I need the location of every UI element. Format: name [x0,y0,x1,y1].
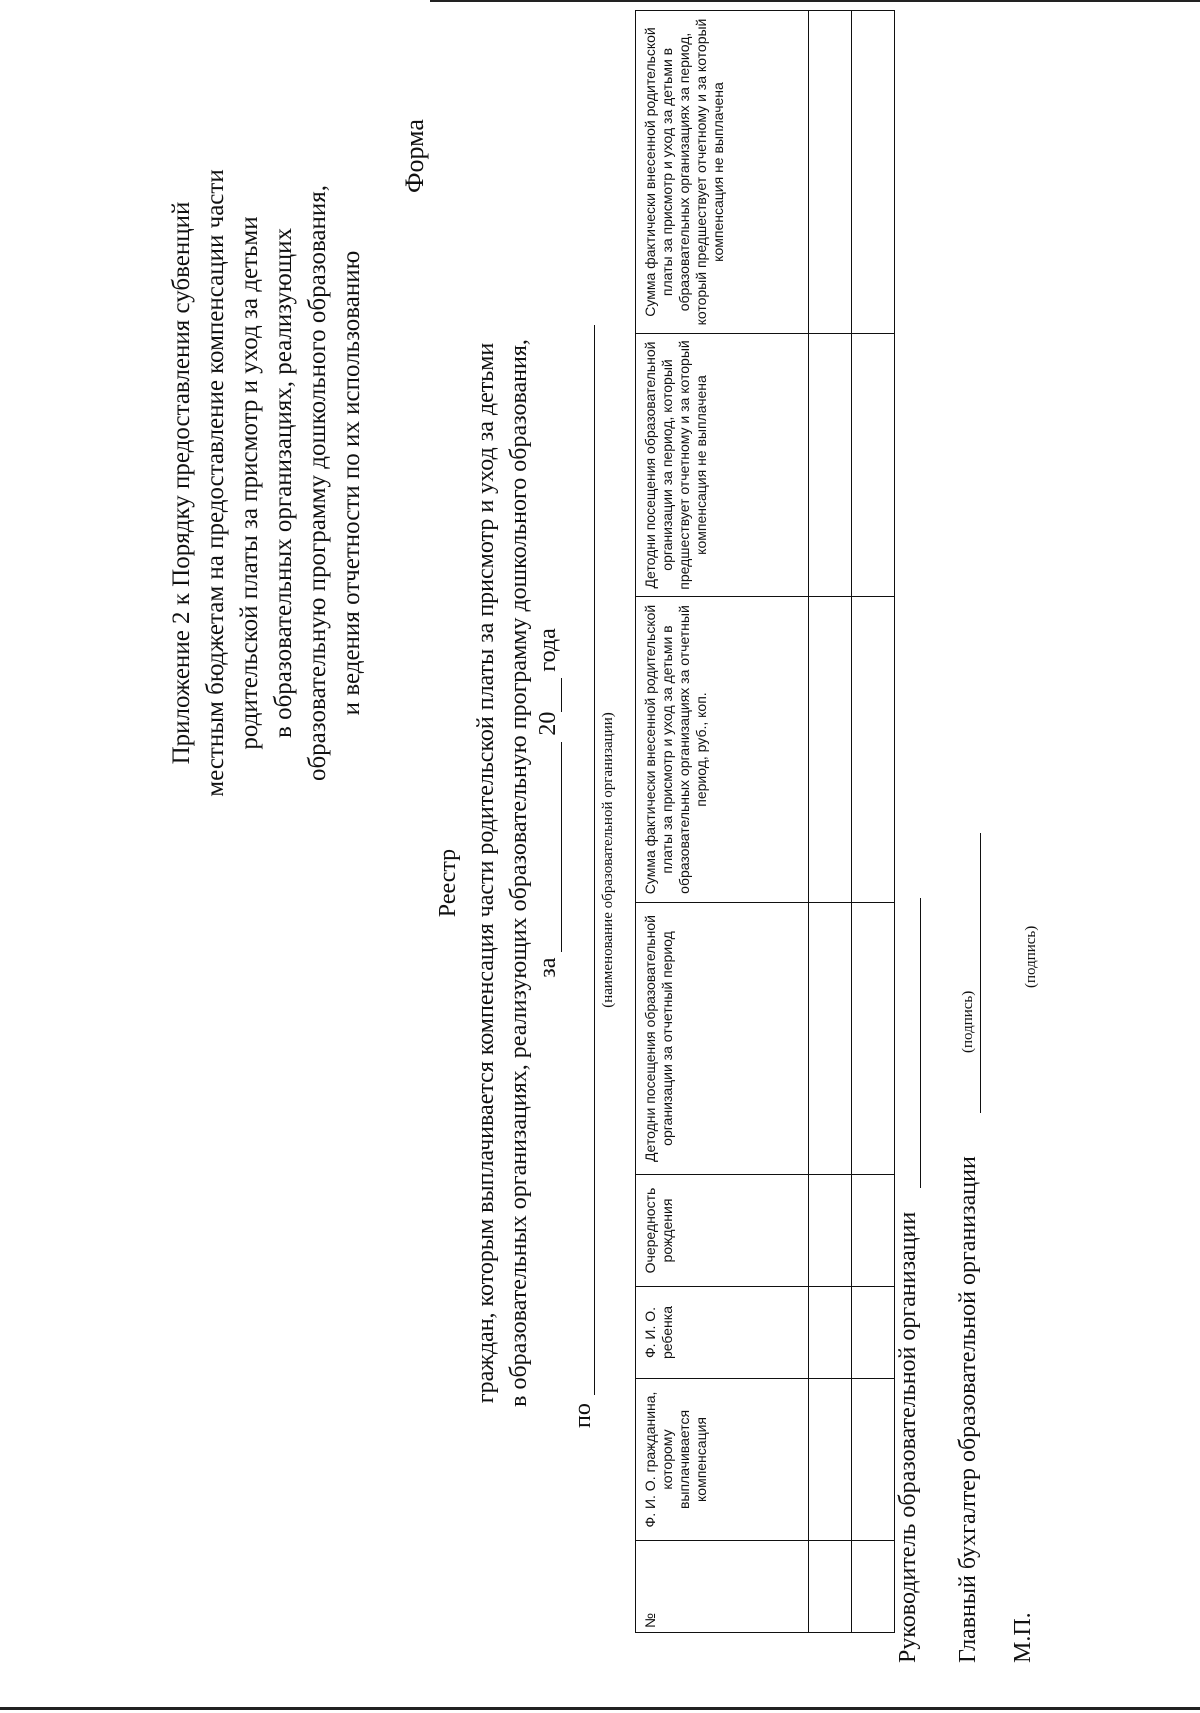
period-year-blank[interactable] [539,678,562,712]
appendix-header [165,133,369,833]
table-row [852,11,895,1633]
appendix-line: местным бюджетам на предоставление компенсации части [202,169,229,797]
head-signature-label: Руководитель образовательной организации [895,1211,921,1663]
org-name-blank[interactable] [594,325,595,1395]
col-number: № [636,1541,809,1633]
stamp-placeholder: М.П. [1010,1612,1036,1663]
registry-table [635,10,895,1633]
table-cell[interactable] [809,334,852,597]
subtitle-line: в образовательных организациях, реализующих образовательную программу дошкольного образования, [506,339,532,1407]
accountant-signature-label: Главный бухгалтер образовательной организации [955,1156,981,1663]
appendix-line: Приложение 2 к Порядку предоставления субвенций [168,201,195,765]
table-cell[interactable] [809,1287,852,1379]
table-cell[interactable] [852,334,895,597]
form-label: Форма [400,119,429,193]
table-cell[interactable] [852,903,895,1175]
appendix-line: в образовательных организациях, реализующих [270,228,297,738]
table-cell[interactable] [809,903,852,1175]
col-days-current: Детодни посещения образовательной организации за отчетный период [636,903,809,1175]
period-za: за [535,957,561,978]
table-header-row [636,11,809,1633]
table-cell[interactable] [852,1287,895,1379]
col-birth-order: Очередность рождения [636,1175,809,1287]
accountant-signature-hint: (подпись) [1023,925,1039,988]
table-cell[interactable] [809,1175,852,1287]
col-sum-current: Сумма фактически внесенной родительской платы за присмотр и уход за детьми в образовательных организациях за отчетный период, руб., коп. [636,597,809,903]
table-row [809,11,852,1633]
table-cell[interactable] [852,1379,895,1541]
org-name-hint: (наименование образовательной организации) [600,712,616,1008]
document-subtitle [470,73,536,1673]
org-po-label: по [570,1403,596,1428]
document-title: Реестр [435,848,461,918]
appendix-line: и ведения отчетности по их использованию [338,250,365,716]
period-year-prefix: 20 [535,711,561,736]
accountant-signature-blank[interactable] [980,833,981,1113]
table-cell[interactable] [852,11,895,334]
col-days-previous: Детодни посещения образовательной организации за период, который предшествует отчетному и за который компенсация не выплачена [636,334,809,597]
appendix-line: образовательную программу дошкольного образования, [304,184,331,782]
head-signature-blank[interactable] [920,898,921,1188]
table-cell[interactable] [809,1379,852,1541]
period-line [535,353,562,1253]
period-month-blank[interactable] [539,742,562,952]
col-child-name: Ф. И. О. ребенка [636,1287,809,1379]
table-cell[interactable] [852,1541,895,1633]
head-signature-hint: (подпись) [960,990,976,1053]
subtitle-line: граждан, которым выплачивается компенсация части родительской платы за присмотр и уход за детьми [473,342,499,1404]
col-parent-name: Ф. И. О. гражданина, которому выплачивается компенсация [636,1379,809,1541]
col-sum-previous: Сумма фактически внесенной родительской платы за присмотр и уход за детьми в образовательных организациях за период, который предшествует отчетному и за который компенсация не выплачена [636,11,809,334]
table-cell[interactable] [809,597,852,903]
table-cell[interactable] [809,1541,852,1633]
table-cell[interactable] [852,597,895,903]
table-cell[interactable] [809,11,852,334]
table-cell[interactable] [852,1175,895,1287]
appendix-line: родительской платы за присмотр и уход за детьми [236,216,263,750]
period-year-suffix: года [535,628,561,672]
